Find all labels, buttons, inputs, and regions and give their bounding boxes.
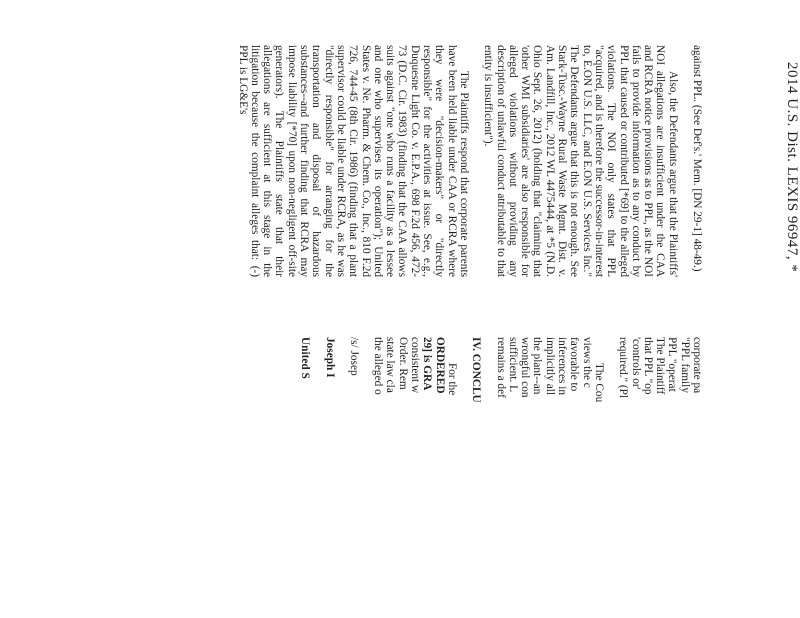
right-line: views the c (580, 337, 593, 388)
right-line: required." (Pl (617, 337, 630, 399)
right-line: sufficient. L (506, 337, 519, 393)
section-heading: IV. CONCLU (470, 337, 483, 403)
signature-line: /s/ Josep (347, 337, 360, 376)
page-header: 2014 U.S. Dist. LEXIS 96947, * (784, 62, 800, 273)
right-line: wrongful con (519, 337, 532, 398)
right-line: consistent w (409, 337, 422, 394)
right-line: corporate pa (691, 337, 703, 394)
paragraph-2: Also, the Defendants argue that the Plaintiffs' NOI allegations are insufficient under the CAA and RCRA notice provisions as to PPL, as the NOI fails to provide information as to any conduct by PPL that caused or contributed [*69] to the alleged violations. The NOI only states that PPL "acquired, and is therefore the successor-in-interest to, E.ON U.S. LLC, and E.ON U.S. Services Inc." The Defendants argue that this is not enough. See Stark-Tusc.-Wayne Rural Waste Mgmt. Dist. v. Am. Landfill, Inc., 2012 WL 4475444, at *5 (N.D. Ohio Sept. 26, 2012) (holding that "claiming that 'other WMI subsidiaries' are also responsible for alleged violations without providing any description of unlawful conduct attributable to that entity is insufficient"). (482, 45, 679, 277)
right-line: that PPL "op (641, 337, 654, 395)
judge-name: Joseph I (323, 337, 336, 378)
right-line: The Cou (592, 363, 605, 403)
right-line: state law cla (384, 337, 397, 393)
right-line: For the (445, 363, 458, 396)
right-line: PPL "operat (666, 337, 679, 392)
paragraph-1: against PPL. (See Def's.' Mem. [DN 29-1] 48-49.) (691, 45, 703, 272)
right-line: implicitly all (543, 337, 556, 396)
rotated-scan (30, 37, 800, 602)
right-line: the plant--an (531, 337, 544, 395)
right-line: 'controls or' (629, 337, 642, 390)
right-line: inferences in (556, 337, 569, 396)
right-line: "PPL family (678, 337, 691, 393)
right-column (299, 337, 703, 602)
right-line: favorable to (568, 337, 581, 392)
judge-court: United S (299, 337, 312, 379)
right-line: remains a def (494, 337, 507, 398)
left-column (236, 45, 703, 277)
paragraph-3: The Plaintiffs respond that corporate parents have been held liable under CAA or RCRA where they were "decision-makers" or "directly responsible" for the activities at issue. See, e.g., Duquesne Light Co. v. E.P.A., 698 F.2d 456, 472-73 (D.C. Cir. 1983) (finding that the CAA allows suits against "one who runs a facility as a lessee and one who supervises its operation"); United States v. Ne. Pharm. & Chem. Co., Inc., 810 F.2d 726, 744-45 (8th Cir. 1986) (finding that a plant supervisor could be liable under RCRA, as he was "directly responsible" for arranging for the transportation and disposal of hazardous substances--and further finding that RCRA may impose liability [*70] upon non-negligent off-site generators). The Plaintiffs state that their allegations are sufficient at this stage in the litigation because the complaint alleges that: (-) PPL is LG&E's (236, 45, 470, 277)
right-line: The Plaintiff (654, 337, 667, 395)
right-line: the alleged o (372, 337, 385, 395)
right-line: Order. Rem (396, 337, 409, 390)
right-line: 29] is GRA (421, 337, 434, 391)
right-line: ORDERED (433, 337, 446, 394)
